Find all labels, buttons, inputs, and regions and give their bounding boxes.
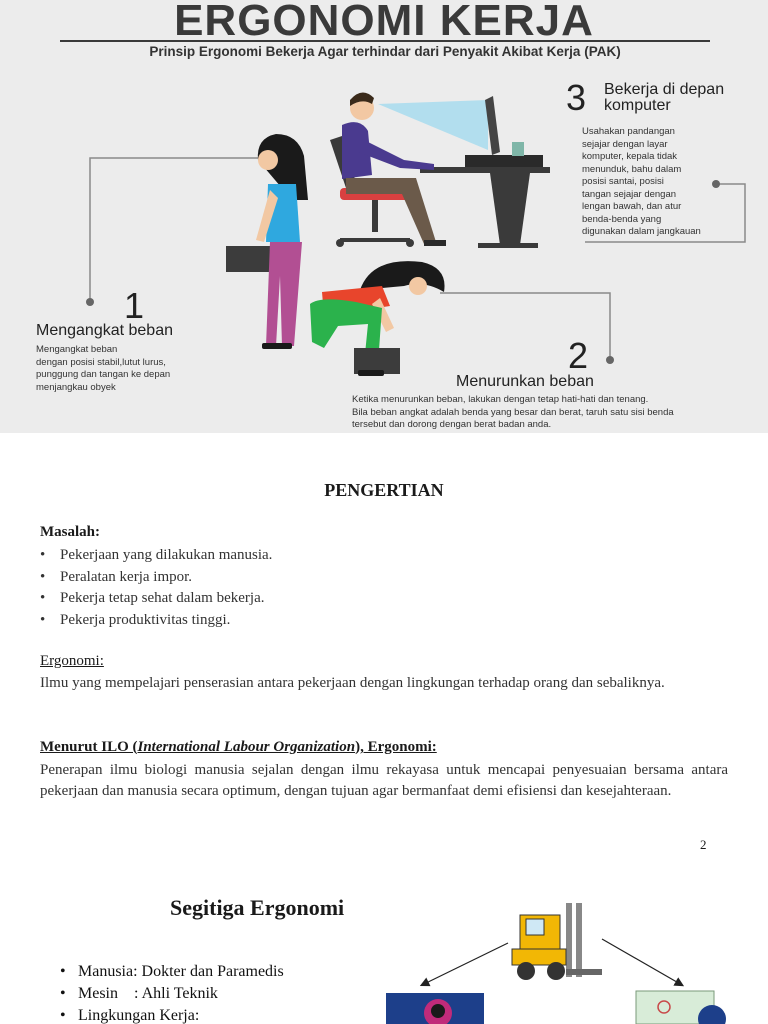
line-of-sight-beam <box>378 100 488 150</box>
connector-dot-1 <box>86 298 94 306</box>
infographic-subtitle: Prinsip Ergonomi Bekerja Agar terhindar dari Penyakit Akibat Kerja (PAK) <box>60 40 710 59</box>
segitiga-diagram <box>380 903 768 1024</box>
ergonomi-label: Ergonomi: <box>40 653 104 669</box>
desk-foot <box>478 243 538 248</box>
lowering-person <box>310 261 445 376</box>
desk-top <box>420 167 550 173</box>
step-2-number: 2 <box>568 335 589 376</box>
lowering-person-face <box>409 277 427 295</box>
list-item: • Pekerjaan yang dilakukan manusia. <box>40 545 272 567</box>
ilo-definition: Penerapan ilmu biologi manusia sejalan dengan ilmu rekayasa untuk mencapai penyesuaian bersama antara pekerjaan dan manusia secara optimum, dengan tujuan agar bermanfaat demi efisiensi dan kesejahteraan. <box>40 762 728 799</box>
lowering-person-shoes <box>358 370 384 376</box>
step-2-title: Menurunkan beban <box>456 373 594 390</box>
step-1-description: Mengangkat beban dengan posisi stabil,lutut lurus, punggung dan tangan ke depan menjangkau obyek <box>36 344 171 393</box>
masalah-label: Masalah: <box>40 524 100 540</box>
environment-icon <box>636 991 726 1024</box>
segitiga-title: Segitiga Ergonomi <box>170 895 345 920</box>
segitiga-list <box>60 961 284 1024</box>
lifting-person-pants <box>266 242 302 346</box>
step-3-description: Usahakan pandangan sejajar dengan layar komputer, kepala tidak menunduk, bahu dalam posisi santai, posisi tangan sejajar dengan lengan bawah, dan atur benda-benda yang digunakan dalam jangkauan <box>582 126 701 237</box>
step-3-title: Bekerja di depan komputer <box>604 81 725 114</box>
lifting-person-face <box>258 150 278 170</box>
step-1-number: 1 <box>124 285 145 326</box>
list-item: • Pekerja tetap sehat dalam bekerja. <box>40 588 272 610</box>
ergonomi-definition: Ilmu yang mempelajari penserasian antara pekerjaan dengan lingkungan terhadap orang dan sebaliknya. <box>40 675 665 691</box>
step-3-number: 3 <box>566 77 587 118</box>
monitor-base <box>465 155 543 167</box>
page-number: 2 <box>700 837 707 852</box>
document-body <box>0 433 768 1024</box>
pengertian-heading: PENGERTIAN <box>324 480 444 500</box>
step-2-description: Ketika menurunkan beban, lakukan dengan tetap hati-hati dan tenang. Bila beban angkat adalah benda yang besar dan berat, taruh satu sisi benda tersebut dan dorong dengan berat badan anda. <box>352 394 674 430</box>
lifting-person <box>226 134 308 349</box>
connector-step-1 <box>90 158 258 300</box>
seated-person-shoe <box>424 240 446 246</box>
ergonomi-infographic <box>0 0 768 433</box>
masalah-list <box>40 545 272 631</box>
lifting-person-shoes <box>262 343 292 349</box>
connector-dot-2 <box>606 356 614 364</box>
connector-dot-3 <box>712 180 720 188</box>
desk-leg <box>490 173 530 245</box>
list-item: • Lingkungan Kerja: <box>60 1005 284 1024</box>
computer-desk-scene <box>330 92 550 248</box>
chair-wheel-left <box>336 239 344 247</box>
arrow-machine-to-environment <box>602 939 682 985</box>
list-item: • Mesin : Ahli Teknik <box>60 983 284 1005</box>
list-item: • Peralatan kerja impor. <box>40 567 272 589</box>
arrow-machine-to-human <box>422 943 508 985</box>
list-item: • Pekerja produktivitas tinggi. <box>40 610 272 632</box>
chair-post <box>372 200 378 232</box>
coffee-mug <box>512 142 524 156</box>
seated-person-legs <box>346 178 436 244</box>
forklift-icon <box>512 903 602 980</box>
ilo-label: Menurut ILO (International Labour Organization), Ergonomi: <box>40 739 437 755</box>
step-1-title: Mengangkat beban <box>36 322 173 339</box>
worker-icon <box>386 993 484 1024</box>
infographic-title: ERGONOMI KERJA <box>174 0 594 45</box>
lifted-box <box>226 246 272 272</box>
list-item: • Manusia: Dokter dan Paramedis <box>60 961 284 983</box>
chair-wheel-right <box>406 239 414 247</box>
